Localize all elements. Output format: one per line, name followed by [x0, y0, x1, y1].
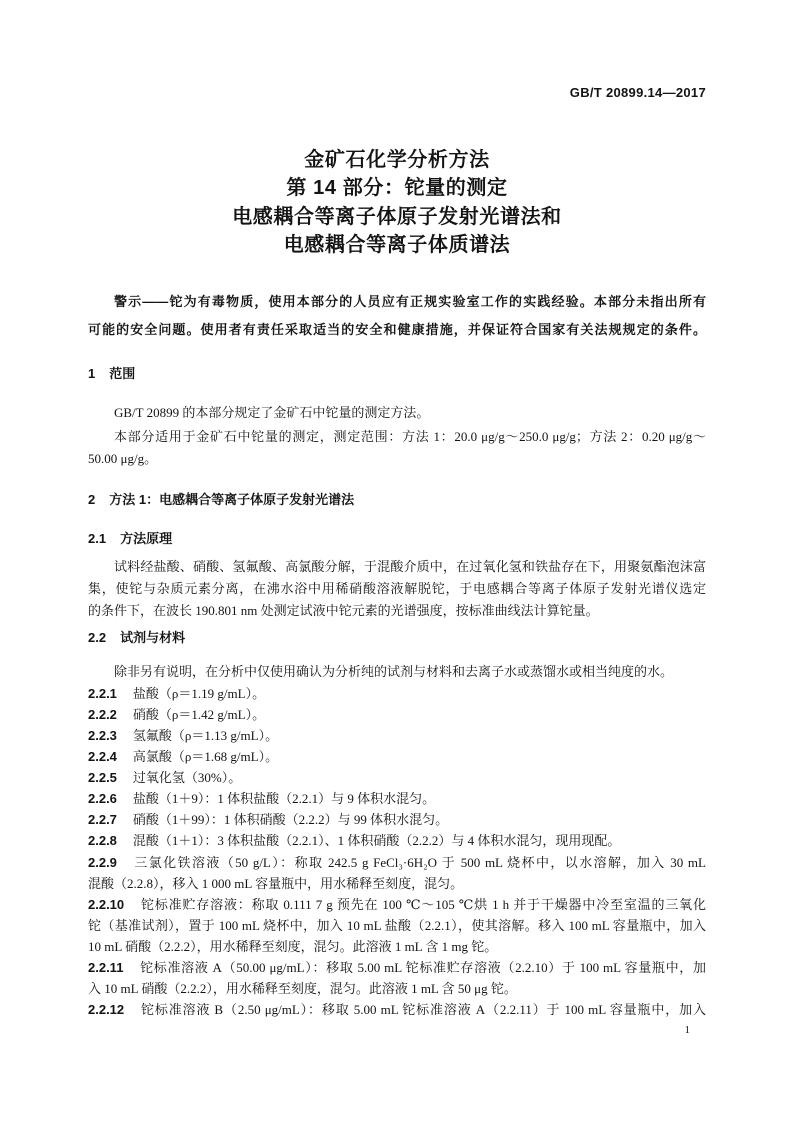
text-line: 铊标准溶液 A（50.00 μg/mL）：移取 5.00 mL 铊标准贮存溶液（2.2.10）于 100 mL 容量瓶中，加 [139, 960, 706, 976]
clause-number: 2.2.11 [88, 960, 124, 976]
text-line: 盐酸（ρ＝1.19 g/mL）。 [132, 685, 266, 701]
reagent-item-2-2-9 [88, 852, 706, 894]
text-line: 50.00 μg/g。 [88, 451, 158, 466]
text-line: 高氯酸（ρ＝1.68 g/mL）。 [132, 748, 279, 764]
section-number: 2 [88, 492, 96, 507]
reagent-item-2-2-6 [88, 788, 706, 809]
section-number: 2.1 [88, 531, 107, 546]
title-line: 电感耦合等离子体质谱法 [283, 233, 511, 256]
text-line: 的条件下，在波长 190.801 nm 处测定试液中铊元素的光谱强度，按标准曲线法计算铊量。 [88, 603, 599, 618]
section-heading-2 [88, 489, 706, 511]
text-line: 集，使铊与杂质元素分离，在沸水浴中用稀硝酸溶液解脱铊，于电感耦合等离子体原子发射光谱仪选定 [88, 581, 706, 596]
text-line: 盐酸（1＋9）：1 体积盐酸（2.2.1）与 9 体积水混匀。 [132, 791, 436, 807]
text-line: 混酸（2.2.8），移入 1 000 mL 容量瓶中，用水稀释至刻度，混匀。 [88, 875, 464, 891]
paragraph [88, 402, 706, 424]
text-line: 铊（基准试剂），置于 100 mL 烧杯中，加入 10 mL 盐酸（2.2.1），使其溶解。移入 100 mL 容量瓶中，加入 [88, 917, 706, 933]
text-line: 混酸（1＋1）：3 体积盐酸（2.2.1）、1 体积硝酸（2.2.2）与 4 体积水混匀，现用现配。 [132, 833, 621, 849]
page-number: 1 [684, 1024, 690, 1036]
clause-number: 2.2.4 [88, 748, 117, 764]
clause-number: 2.2.5 [88, 770, 117, 786]
text-line: 入 10 mL 硝酸（2.2.2），用水稀释至刻度，混匀。此溶液 1 mL 含 50 μg 铊。 [88, 981, 517, 997]
document-title [0, 146, 794, 259]
text-line: GB/T 20899 的本部分规定了金矿石中铊量的测定方法。 [114, 405, 430, 420]
text-line: 硝酸（ρ＝1.42 g/mL）。 [132, 706, 266, 722]
reagent-item-2-2-3 [88, 725, 706, 746]
clause-number: 2.2.7 [88, 812, 117, 828]
reagent-item-2-2-12 [88, 999, 706, 1020]
reagent-item-2-2-10 [88, 894, 706, 957]
text-line: 氢氟酸（ρ＝1.13 g/mL）。 [132, 727, 279, 743]
warning-line: 可能的安全问题。使用者有责任采取适当的安全和健康措施，并保证符合国家有关法规规定的条件。 [88, 322, 706, 337]
title-line: 第 14 部分：铊量的测定 [286, 177, 508, 200]
reagent-item-2-2-1 [88, 683, 706, 704]
reagent-item-2-2-11 [88, 957, 706, 999]
title-line: 金矿石化学分析方法 [304, 149, 490, 171]
text-line: 硝酸（1＋99）：1 体积硝酸（2.2.2）与 99 体积水混匀。 [132, 812, 449, 828]
reagent-list [88, 661, 706, 1020]
reagent-item-2-2-8 [88, 830, 706, 851]
clause-number: 2.2.8 [88, 833, 117, 849]
text-line: 过氧化氢（30%）。 [132, 770, 242, 786]
text-line: 试料经盐酸、硝酸、氢氟酸、高氯酸分解，于混酸介质中，在过氧化氢和铁盐存在下，用聚氨酯泡沫富 [114, 559, 706, 574]
paragraph [88, 426, 706, 470]
clause-number: 2.2.10 [88, 896, 125, 912]
standard-code: GB/T 20899.14—2017 [569, 85, 706, 100]
section-title: 试剂与材料 [120, 630, 186, 645]
text-line: 铊标准贮存溶液：称取 0.111 7 g 预先在 100 ℃～105 ℃烘 1 h 并于干燥器中冷至室温的三氧化 [140, 896, 706, 912]
reagent-item-2-2-5 [88, 767, 706, 788]
text-line: 三氯化铁溶液（50 g/L）：称取 242.5 g FeCl₃·6H₂O 于 500 mL 烧杯中，以水溶解，加入 30 mL [132, 854, 706, 870]
section-heading-1 [88, 363, 706, 385]
paragraph [88, 556, 706, 622]
reagent-item-2-2-2 [88, 704, 706, 725]
clause-number: 2.2.9 [88, 854, 117, 870]
section-number: 1 [88, 366, 96, 381]
subsection-heading-2-2 [88, 627, 706, 649]
section-title: 方法 1：电感耦合等离子体原子发射光谱法 [109, 492, 355, 507]
clause-number: 2.2.12 [88, 1002, 125, 1018]
reagent-item-2-2-4 [88, 746, 706, 767]
warning-line: 警示——铊为有毒物质，使用本部分的人员应有正规实验室工作的实践经验。本部分未指出所有 [114, 294, 706, 309]
clause-number: 2.2.6 [88, 791, 117, 807]
subsection-heading-2-1 [88, 528, 706, 550]
text-line: 铊标准溶液 B（2.50 μg/mL）：移取 5.00 mL 铊标准溶液 A（2.2.11）于 100 mL 容量瓶中，加入 [140, 1002, 706, 1018]
reagent-item-2-2-7 [88, 809, 706, 830]
clause-number: 2.2.2 [88, 706, 117, 722]
title-line: 电感耦合等离子体原子发射光谱法和 [232, 205, 562, 228]
section-title: 方法原理 [120, 531, 173, 546]
section-number: 2.2 [88, 630, 107, 645]
text-line: 10 mL 硝酸（2.2.2），用水稀释至刻度，混匀。此溶液 1 mL 含 1 mg 铊。 [88, 939, 498, 955]
safety-warning [88, 288, 706, 344]
clause-number: 2.2.3 [88, 727, 117, 743]
clause-number: 2.2.1 [88, 685, 117, 701]
section-title: 范围 [109, 366, 136, 381]
text-line: 本部分适用于金矿石中铊量的测定，测定范围：方法 1：20.0 μg/g～250.0 μg/g；方法 2：0.20 μg/g～ [114, 429, 706, 444]
reagent-intro: 除非另有说明，在分析中仅使用确认为分析纯的试剂与材料和去离子水或蒸馏水或相当纯度的水。 [114, 664, 674, 680]
